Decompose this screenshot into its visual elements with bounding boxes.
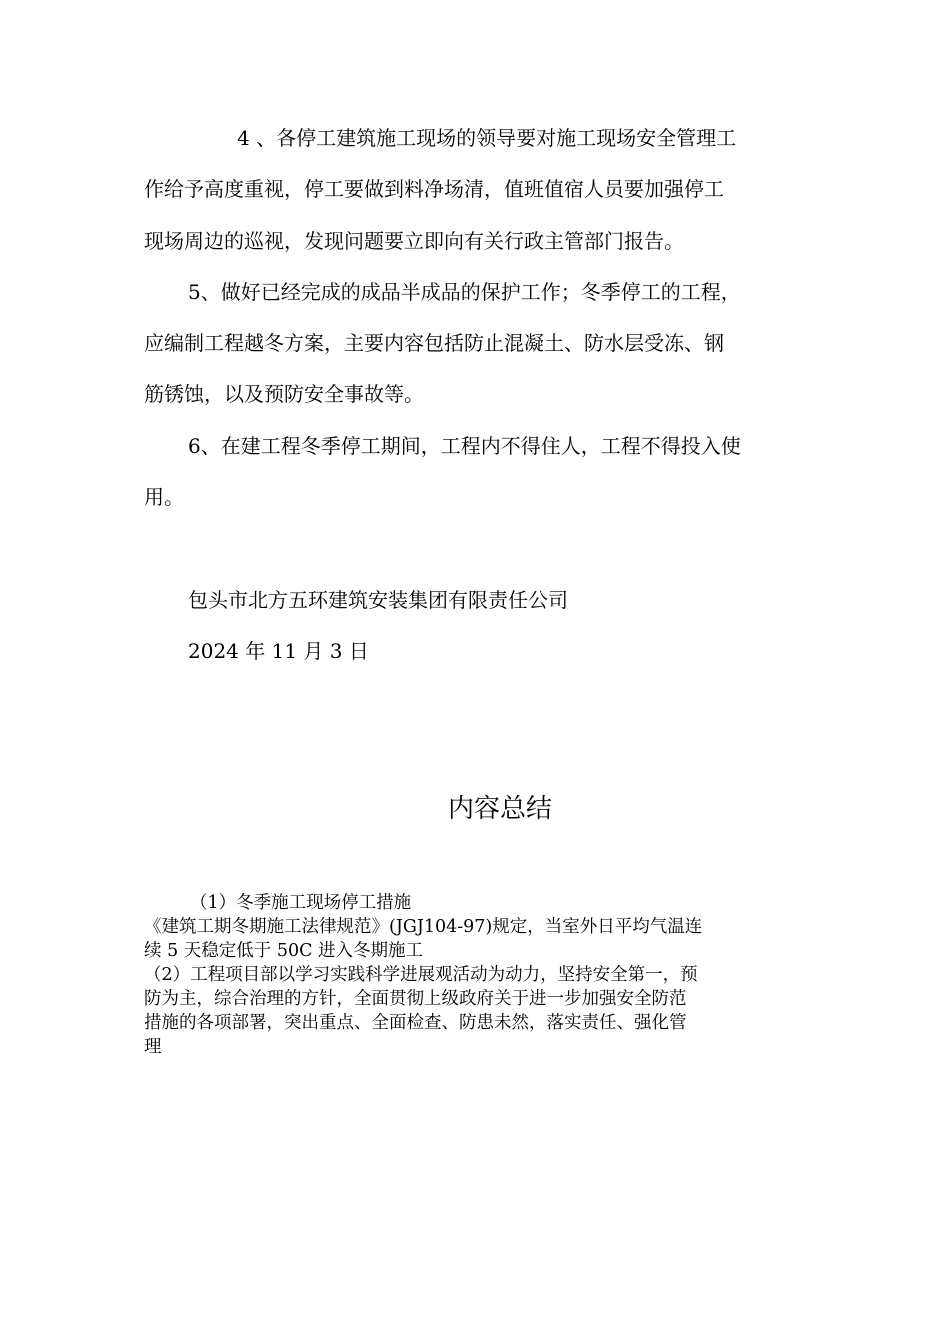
paragraph-5-line-1: 5、做好已经完成的成品半成品的保护工作；冬季停工的工程， xyxy=(188,280,741,304)
paragraph-4-line-3: 现场周边的巡视，发现问题要立即向有关行政主管部门报告。 xyxy=(144,229,684,253)
paragraph-5-line-2: 应编制工程越冬方案，主要内容包括防止混凝土、防水层受冻、钢 xyxy=(144,331,724,355)
paragraph-5-line-3: 筋锈蚀，以及预防安全事故等。 xyxy=(144,382,424,406)
summary-line-2: 《建筑工期冬期施工法律规范》(JGJ104-97)规定，当室外日平均气温连 xyxy=(144,917,703,937)
paragraph-6-line-1: 6、在建工程冬季停工期间，工程内不得住人，工程不得投入使 xyxy=(188,434,741,458)
paragraph-6-line-2: 用。 xyxy=(144,485,184,509)
summary-line-3: 续 5 天稳定低于 50C 进入冬期施工 xyxy=(144,941,424,961)
summary-line-5: 防为主，综合治理的方针，全面贯彻上级政府关于进一步加强安全防范 xyxy=(144,989,687,1009)
summary-line-4: （2）工程项目部以学习实践科学进展观活动为动力，坚持安全第一，预 xyxy=(144,965,698,985)
paragraph-4-line-1: 4 、各停工建筑施工现场的领导要对施工现场安全管理工 xyxy=(237,126,737,150)
paragraph-4-line-2: 作给予高度重视，停工要做到料净场清，值班值宿人员要加强停工 xyxy=(144,177,724,201)
summary-line-6: 措施的各项部署，突出重点、全面检查、防患未然，落实责任、强化管 xyxy=(144,1013,687,1033)
summary-line-7: 理 xyxy=(144,1037,162,1057)
summary-title: 内容总结 xyxy=(448,794,553,824)
document-date: 2024 年 11 月 3 日 xyxy=(188,639,369,663)
summary-line-1: （1）冬季施工现场停工措施 xyxy=(190,893,412,913)
company-name: 包头市北方五环建筑安装集团有限责任公司 xyxy=(188,588,568,612)
